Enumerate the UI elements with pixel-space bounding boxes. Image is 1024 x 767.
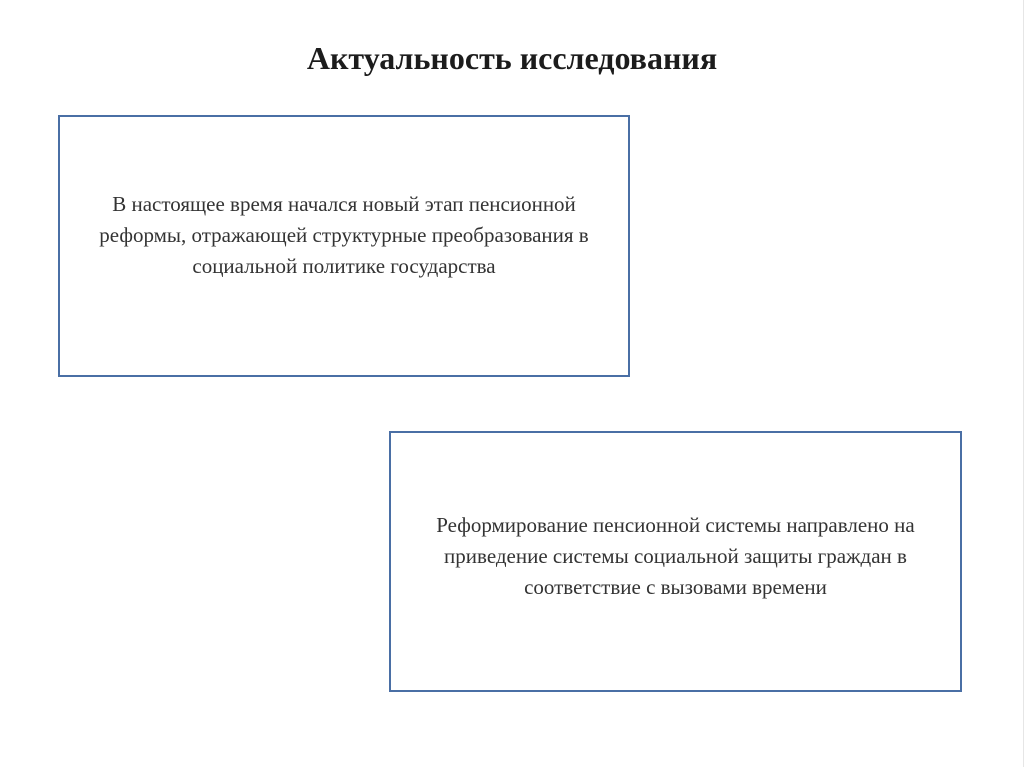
text-box-reform-goal <box>389 431 962 692</box>
text-box-current-stage <box>58 115 630 377</box>
text-box-reform-goal-text: Реформирование пенсионной системы направлено на приведение системы социальной защиты граждан в соответствие с вызовами времени <box>436 513 915 599</box>
text-box-current-stage-text: В настоящее время начался новый этап пенсионной реформы, отражающей структурные преобразования в социальной политике государства <box>99 191 589 278</box>
slide-title: Актуальность исследования <box>306 40 718 76</box>
